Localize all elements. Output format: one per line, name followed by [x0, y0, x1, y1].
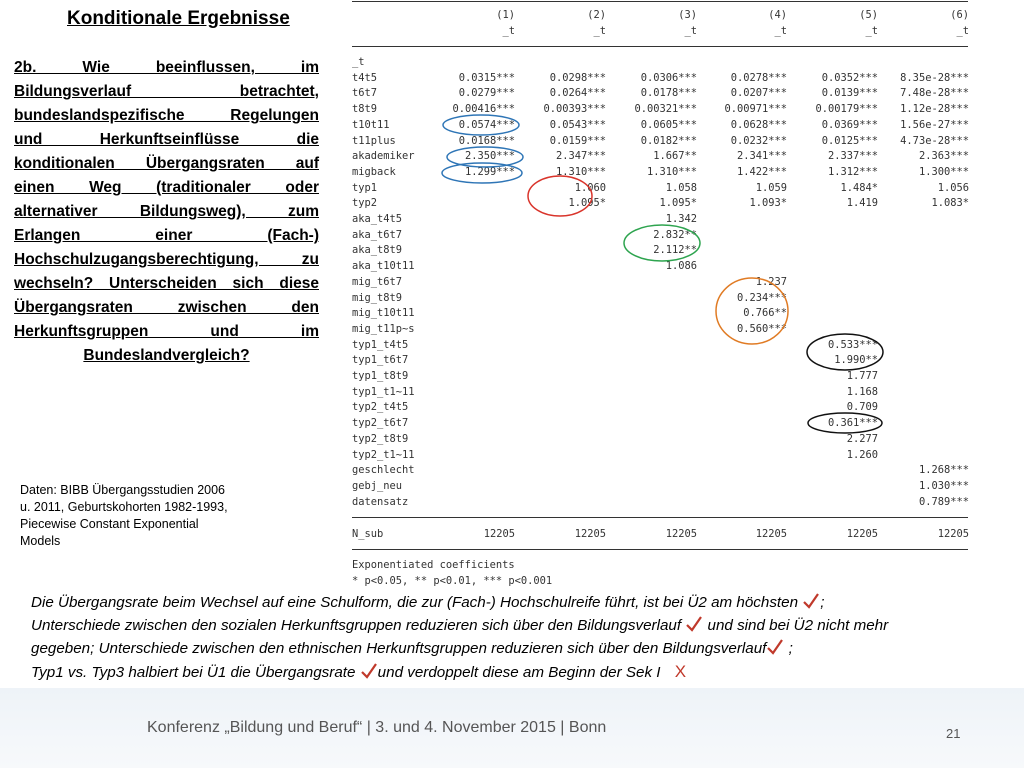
row-label: typ1_t8t9: [352, 370, 409, 382]
significance-note: * p<0.05, ** p<0.01, *** p<0.001: [352, 575, 553, 587]
table-cell: 2.832**: [653, 228, 697, 241]
row-label: migback: [352, 165, 396, 178]
question-line: und Herkunftseinflüsse die: [14, 131, 319, 148]
question-line: Bildungsverlauf betrachtet,: [14, 83, 319, 100]
table-cell: 0.0232***: [730, 134, 787, 147]
row-label: N_sub: [352, 528, 384, 540]
table-cell: 0.0605***: [640, 118, 697, 131]
table-cell: 0.0543***: [549, 118, 606, 131]
conclusion-line: ;: [784, 640, 793, 657]
table-cell: 1.300***: [918, 165, 969, 178]
table-rule: [352, 517, 968, 518]
table-cell: 0.0369***: [821, 118, 878, 131]
source-line: Models: [20, 534, 61, 548]
conclusion-line: und verdoppelt diese am Beginn der Sek I: [377, 664, 665, 681]
table-cell: 1.310***: [646, 165, 697, 178]
row-label: mig_t11p~s: [352, 322, 415, 335]
table-cell: 0.709: [846, 401, 878, 414]
table-cell: 0.0159***: [549, 134, 606, 147]
table-cell: 0.00321***: [634, 103, 697, 116]
table-cell: (1): [496, 9, 515, 21]
table-cell: (6): [950, 9, 969, 21]
table-cell: 1.059: [755, 181, 787, 194]
table-cell: 1.12e-28***: [900, 103, 969, 116]
row-label: mig_t10t11: [352, 307, 415, 320]
x-mark-icon: X: [674, 662, 687, 681]
table-cell: 1.484*: [840, 181, 878, 194]
table-cell: 0.0279***: [458, 87, 515, 100]
row-label: aka_t4t5: [352, 213, 403, 225]
table-cell: 2.337***: [827, 150, 878, 163]
question-line: Übergangsraten zwischen den: [14, 299, 319, 316]
data-source-note: [20, 482, 270, 550]
table-cell: 2.350***: [464, 150, 515, 163]
table-cell: 0.0574***: [458, 118, 515, 131]
table-cell: 0.234***: [736, 291, 787, 304]
table-note: Exponentiated coefficients: [352, 559, 515, 571]
table-cell: (2): [587, 9, 606, 21]
research-question: [14, 56, 319, 368]
row-label: typ1_t6t7: [352, 354, 409, 367]
table-cell: 7.48e-28***: [900, 87, 969, 100]
table-cell: 2.347***: [555, 150, 606, 163]
row-label: t10t11: [352, 118, 390, 131]
table-cell: 0.0207***: [730, 87, 787, 100]
row-label: _t: [352, 56, 365, 68]
table-cell: 0.0178***: [640, 87, 697, 100]
row-label: t11plus: [352, 134, 396, 147]
table-cell: 1.168: [846, 385, 878, 398]
table-cell: 0.0352***: [821, 71, 878, 84]
slide-title: Konditionale Ergebnisse: [67, 8, 290, 29]
question-line: alternativer Bildungsweg), zum: [14, 203, 319, 220]
row-label: typ1_t4t5: [352, 338, 409, 351]
table-cell: 0.0628***: [730, 118, 787, 131]
row-label: typ2_t4t5: [352, 401, 409, 414]
page-number: 21: [946, 726, 961, 741]
question-line: Bundeslandvergleich?: [83, 347, 250, 364]
table-cell: 2.341***: [736, 150, 787, 163]
table-cell: 1.777: [846, 370, 878, 382]
conclusion-line: Unterschiede zwischen den sozialen Herkunftsgruppen reduzieren sich über den Bildungsverlauf: [31, 617, 686, 634]
table-cell: 0.0298***: [549, 71, 606, 84]
table-cell: 1.419: [846, 197, 878, 210]
table-cell: _t: [593, 25, 606, 37]
table-cell: 0.0182***: [640, 134, 697, 147]
row-label: t4t5: [352, 71, 378, 84]
row-label: akademiker: [352, 150, 415, 163]
row-label: typ2_t1~11: [352, 448, 415, 461]
table-cell: 1.422***: [736, 165, 787, 178]
table-cell: (5): [859, 9, 878, 21]
table-cell: 12205: [483, 528, 515, 540]
table-cell: 12205: [574, 528, 606, 540]
table-cell: 4.73e-28***: [900, 134, 969, 147]
question-line: 2b. Wie beeinflussen, im: [14, 59, 319, 76]
table-cell: 0.0315***: [458, 71, 515, 84]
table-rule: [352, 46, 968, 47]
question-line: Hochschulzugangsberechtigung, zu: [14, 251, 319, 268]
table-cell: 0.789***: [918, 495, 969, 508]
table-cell: 2.277: [846, 432, 878, 445]
table-cell: 2.112**: [653, 244, 697, 257]
table-cell: 0.0139***: [821, 87, 878, 100]
table-cell: 1.268***: [918, 464, 969, 477]
table-cell: 2.363***: [918, 150, 969, 163]
row-label: aka_t10t11: [352, 260, 415, 273]
table-cell: 1.260: [846, 448, 878, 461]
row-label: t8t9: [352, 103, 378, 116]
table-cell: 1.56e-27***: [900, 118, 969, 131]
table-cell: 1.237: [755, 275, 787, 288]
row-label: datensatz: [352, 495, 409, 508]
question-line: wechseln? Unterscheiden sich diese: [14, 275, 319, 292]
footer-bar: [0, 688, 1024, 768]
table-cell: 1.093*: [749, 197, 787, 210]
row-label: mig_t6t7: [352, 275, 403, 288]
table-cell: 1.312***: [827, 165, 878, 178]
table-cell: 0.0125***: [821, 134, 878, 147]
question-line: bundeslandspezifische Regelungen: [14, 107, 319, 124]
row-label: aka_t8t9: [352, 244, 403, 257]
row-label: aka_t6t7: [352, 228, 403, 241]
row-label: typ2: [352, 197, 378, 210]
footer-conference: Konferenz „Bildung und Beruf“ | 3. und 4. November 2015 | Bonn: [147, 719, 607, 736]
conclusion-line: gegeben; Unterschiede zwischen den ethnischen Herkunftsgruppen reduzieren sich über den Bildungsverlauf: [31, 640, 767, 657]
conclusion-line: ;: [820, 594, 825, 611]
row-label: t6t7: [352, 87, 378, 100]
table-rule: [352, 549, 968, 550]
table-cell: 0.0264***: [549, 87, 606, 100]
table-cell: 0.0306***: [640, 71, 697, 84]
row-label: typ1: [352, 181, 378, 194]
question-line: Erlangen einer (Fach-): [14, 227, 319, 244]
table-rule: [352, 1, 968, 2]
table-cell: 1.990**: [834, 354, 878, 367]
checkmark-icon: [685, 616, 703, 632]
table-cell: 0.00179***: [815, 103, 878, 116]
table-cell: 1.095*: [568, 197, 606, 210]
conclusion-line: Die Übergangsrate beim Wechsel auf eine Schulform, die zur (Fach-) Hochschulreife führt, ist bei Ü2 am höchsten: [31, 594, 803, 611]
table-cell: _t: [865, 25, 878, 37]
table-cell: 1.342: [665, 213, 697, 225]
table-cell: 1.083*: [931, 197, 969, 210]
table-cell: 0.0278***: [730, 71, 787, 84]
table-cell: 12205: [755, 528, 787, 540]
table-cell: _t: [774, 25, 787, 37]
table-cell: _t: [502, 25, 515, 37]
table-cell: 0.00971***: [724, 103, 787, 116]
table-cell: 12205: [665, 528, 697, 540]
conclusion-line: Typ1 vs. Typ3 halbiert bei Ü1 die Übergangsrate: [31, 664, 360, 681]
source-line: Piecewise Constant Exponential: [20, 517, 199, 531]
table-cell: 0.361***: [827, 417, 878, 430]
checkmark-icon: [802, 593, 820, 609]
checkmark-icon: [766, 639, 784, 655]
table-cell: _t: [956, 25, 969, 37]
table-cell: 1.030***: [918, 479, 969, 492]
row-label: typ2_t6t7: [352, 417, 409, 430]
source-line: u. 2011, Geburtskohorten 1982-1993,: [20, 500, 228, 514]
table-cell: 0.0168***: [458, 134, 515, 147]
table-cell: (4): [768, 9, 787, 21]
checkmark-icon: [360, 663, 378, 679]
table-cell: 12205: [937, 528, 969, 540]
question-line: einen Weg (traditionaler oder: [14, 179, 319, 196]
question-line: konditionalen Übergangsraten auf: [14, 155, 319, 172]
regression-table: [352, 0, 970, 592]
row-label: typ1_t1~11: [352, 385, 415, 398]
row-label: mig_t8t9: [352, 291, 403, 304]
table-cell: 1.310***: [555, 165, 606, 178]
table-cell: 12205: [846, 528, 878, 540]
row-label: geschlecht: [352, 464, 415, 477]
table-cell: 0.766**: [743, 307, 787, 320]
conclusion-line: und sind bei Ü2 nicht mehr: [703, 617, 889, 634]
table-cell: (3): [678, 9, 697, 21]
table-cell: 1.058: [665, 181, 697, 194]
table-cell: 0.533***: [827, 338, 878, 351]
table-cell: 8.35e-28***: [900, 71, 969, 84]
table-cell: 0.560***: [736, 322, 787, 335]
row-label: typ2_t8t9: [352, 432, 409, 445]
row-label: gebj_neu: [352, 479, 403, 492]
question-line: Herkunftsgruppen und im: [14, 323, 319, 340]
table-cell: _t: [684, 25, 697, 37]
source-line: Daten: BIBB Übergangsstudien 2006: [20, 483, 225, 497]
table-cell: 1.056: [937, 181, 969, 194]
table-cell: 1.299***: [464, 165, 515, 178]
table-cell: 1.086: [665, 260, 697, 273]
table-cell: 1.060: [574, 181, 606, 194]
table-cell: 1.095*: [659, 197, 697, 210]
conclusion-text: [31, 591, 991, 684]
table-cell: 0.00416***: [452, 103, 515, 116]
table-cell: 1.667**: [653, 150, 697, 163]
table-cell: 0.00393***: [543, 103, 606, 116]
